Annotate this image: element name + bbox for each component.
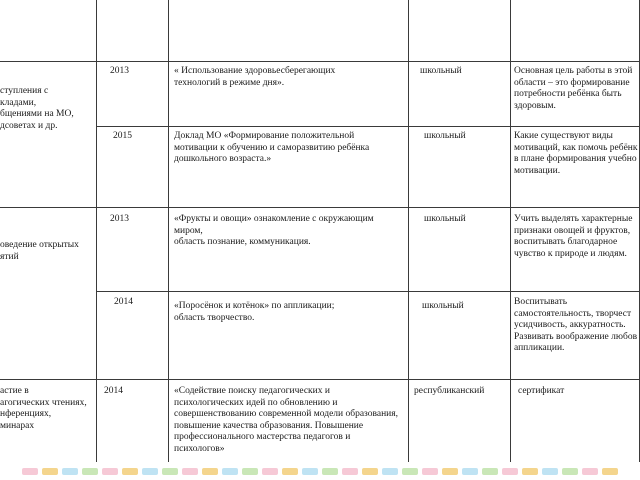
year-cell — [113, 131, 167, 143]
stripe-dash — [22, 468, 38, 475]
year-cell — [104, 386, 166, 398]
stripe-dash — [62, 468, 78, 475]
stripe-dash — [82, 468, 98, 475]
level-cell — [420, 66, 508, 78]
result-line: сертификат — [518, 386, 565, 396]
year-cell — [110, 66, 166, 78]
topic-line: область познание, коммуникация. — [174, 237, 311, 248]
result-line: воспитывать благодарное — [514, 237, 618, 248]
topic-cell — [174, 214, 406, 249]
stripe-dash — [602, 468, 618, 475]
stripe-dash — [402, 468, 418, 475]
year-value: 2013 — [110, 66, 129, 76]
level-value: школьный — [424, 214, 466, 224]
row-divider — [0, 379, 640, 380]
stripe-dash — [302, 468, 318, 475]
event-line: дсоветах и др. — [0, 120, 58, 131]
stripe-dash — [462, 468, 478, 475]
result-line: усидчивость, аккуратность. — [514, 320, 626, 331]
result-line: чувство к природе и людям. — [514, 248, 627, 259]
topic-line: Доклад МО «Формирование положительной — [174, 131, 355, 141]
stripe-dash — [322, 468, 338, 475]
topic-line: «Поросёнок и котёнок» по аппликации; — [174, 301, 335, 311]
year-cell — [114, 297, 166, 309]
stripe-dash — [542, 468, 558, 475]
stripe-dash — [162, 468, 178, 475]
stripe-dash — [422, 468, 438, 475]
level-value: школьный — [422, 301, 464, 311]
level-value: школьный — [420, 66, 462, 76]
result-cell — [518, 386, 638, 398]
col-divider — [408, 0, 409, 462]
topic-line: « Использование здоровьесберегающих — [174, 66, 336, 76]
level-cell — [414, 386, 508, 398]
year-cell — [110, 214, 166, 226]
col-divider — [510, 0, 511, 462]
row-divider — [0, 61, 640, 62]
stripe-dash — [182, 468, 198, 475]
event-line: минарах — [0, 420, 35, 431]
result-line: Воспитывать — [514, 297, 568, 307]
topic-line: миром, — [174, 225, 203, 236]
col-divider — [168, 0, 169, 462]
stripe-dash — [582, 468, 598, 475]
result-line: мотиваций, как помочь ребёнк — [514, 142, 638, 153]
event-line: агогических чтениях, — [0, 397, 87, 408]
level-cell — [422, 301, 508, 313]
event-line: бщениями на МО, — [0, 109, 74, 120]
level-value: школьный — [424, 131, 466, 141]
row-divider — [96, 291, 640, 292]
stripe-dash — [382, 468, 398, 475]
stripe-dash — [342, 468, 358, 475]
stripe-dash — [442, 468, 458, 475]
year-value: 2014 — [114, 297, 133, 307]
topic-line: психологических идей по обновлению и — [174, 397, 338, 408]
level-value: республиканский — [414, 386, 485, 396]
result-cell — [514, 131, 638, 177]
stripe-dash — [222, 468, 238, 475]
result-line: признаки овощей и фруктов, — [514, 225, 631, 236]
result-line: Учить выделять характерные — [514, 214, 633, 224]
topic-line: мотивации к обучению и саморазвитию ребёнка — [174, 142, 370, 153]
topic-line: «Содействие поиску педагогических и — [174, 386, 330, 396]
col-divider — [96, 0, 97, 462]
year-value: 2015 — [113, 131, 132, 141]
stripe-dash — [482, 468, 498, 475]
topic-line: область творчество. — [174, 312, 255, 323]
result-line: мотивации. — [514, 165, 561, 176]
stripe-dash — [502, 468, 518, 475]
result-cell — [514, 214, 638, 260]
result-cell — [514, 66, 638, 112]
topic-cell — [174, 66, 406, 89]
stripe-dash — [522, 468, 538, 475]
result-line: здоровым. — [514, 100, 556, 111]
year-value: 2013 — [110, 214, 129, 224]
topic-cell — [174, 301, 406, 324]
stripe-dash — [282, 468, 298, 475]
stripe-dash — [202, 468, 218, 475]
stripe-dash — [142, 468, 158, 475]
event-line: кладами, — [0, 97, 37, 108]
event-line: ступления с — [0, 86, 49, 96]
event-line: ятий — [0, 251, 19, 262]
level-cell — [424, 214, 508, 226]
stripe-dash — [102, 468, 118, 475]
event-line: астие в — [0, 386, 29, 396]
topic-line: технологий в режиме дня». — [174, 77, 285, 88]
topic-cell — [174, 131, 406, 166]
event-cell — [0, 386, 95, 432]
stripe-dash — [562, 468, 578, 475]
level-cell — [424, 131, 508, 143]
result-line: Какие существуют виды — [514, 131, 613, 141]
event-cell — [0, 86, 95, 132]
row-divider — [0, 207, 640, 208]
result-line: в плане формирования учебно — [514, 154, 637, 165]
topic-line: совершенствованию современной модели образования, — [174, 409, 398, 420]
stripe-dash — [262, 468, 278, 475]
topic-cell — [174, 386, 408, 456]
topic-line: «Фрукты и овощи» ознакомление с окружающим — [174, 214, 374, 224]
topic-line: психологов» — [174, 443, 225, 454]
result-line: потребности ребёнка быть — [514, 89, 622, 100]
stripe-dash — [362, 468, 378, 475]
year-value: 2014 — [104, 386, 123, 396]
stripe-dash — [122, 468, 138, 475]
result-line: Основная цель работы в этой — [514, 66, 633, 76]
result-line: Развивать воображение любов — [514, 331, 638, 342]
topic-line: повышение качества образования. Повышение — [174, 420, 364, 431]
result-line: аппликации. — [514, 343, 565, 354]
result-line: области – это формирование — [514, 77, 630, 88]
stripe-dash — [242, 468, 258, 475]
result-cell — [514, 297, 638, 355]
event-line: оведение открытых — [0, 240, 79, 250]
event-line: нференциях, — [0, 409, 52, 420]
result-line: самостоятельность, творчест — [514, 308, 632, 319]
topic-line: профессионального мастерства педагогов и — [174, 432, 351, 443]
event-cell — [0, 240, 95, 263]
decorative-stripe — [0, 462, 640, 480]
topic-line: дошкольного возраста.» — [174, 154, 272, 165]
stripe-dash — [42, 468, 58, 475]
row-divider — [96, 126, 640, 127]
